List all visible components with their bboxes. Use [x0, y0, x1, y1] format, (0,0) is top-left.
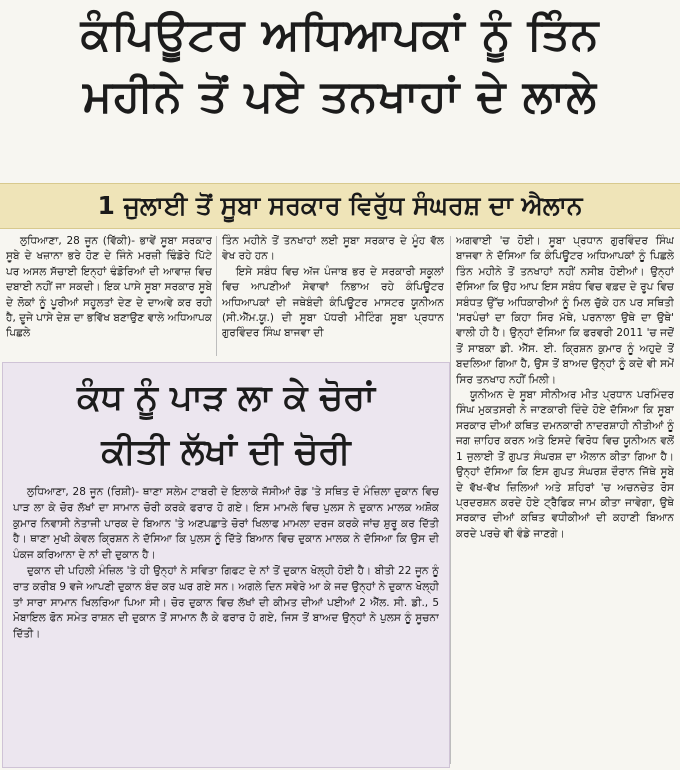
article-paragraph: ਯੂਨੀਅਨ ਦੇ ਸੂਬਾ ਸੀਨੀਅਰ ਮੀਤ ਪ੍ਰਧਾਨ ਪਰਮਿੰਦਰ ਸਿੰਘ ਮੁਕਤਸਰੀ ਨੇ ਜਾਣਕਾਰੀ ਦਿੰਦੇ ਹੋਏ ਦੱਸਿਆ ਕਿ ਸੂਬਾ ਸਰਕਾਰ ਦੀਆਂ ਕਥਿਤ ਦਮਨਕਾਰੀ ਨਾਦਰਸ਼ਾਹੀ ਨੀਤੀਆਂ ਨੂੰ ਜਗ ਜ਼ਾਹਿਰ ਕਰਨ ਅਤੇ ਇਸਦੇ ਵਿਰੋਧ ਵਿਚ ਯੂਨੀਅਨ ਵਲੋਂ 1 ਜੁਲਾਈ ਤੋਂ ਗੁਪਤ ਸੰਘਰਸ਼ ਦਾ ਐਲਾਨ ਕੀਤਾ ਗਿਆ ਹੈ। ਉਨ੍ਹਾਂ ਦੱਸਿਆ ਕਿ ਇਸ ਗੁਪਤ ਸੰਘਰਸ਼ ਦੌਰਾਨ ਜਿੱਥੇ ਸੂਬੇ ਦੇ ਵੱਖ-ਵੱਖ ਜ਼ਿਲਿਆਂ ਅਤੇ ਸ਼ਹਿਰਾਂ 'ਚ ਅਚਨਚੇਤ ਰੋਸ ਪ੍ਰਦਰਸ਼ਨ ਕਰਦੇ ਹੋਏ ਟ੍ਰੈਫਿਕ ਜਾਮ ਕੀਤਾ ਜਾਵੇਗਾ, ਉਥੇ ਸਰਕਾਰ ਦੀਆਂ ਕਥਿਤ ਵਧੀਕੀਆਂ ਦੀ ਕਹਾਣੀ ਬਿਆਨ ਕਰਦੇ ਪਰਚੇ ਵੀ ਵੰਡੇ ਜਾਣਗੇ। — [456, 389, 674, 540]
article-paragraph: ਇਸੇ ਸਬੰਧ ਵਿਚ ਅੱਜ ਪੰਜਾਬ ਭਰ ਦੇ ਸਰਕਾਰੀ ਸਕੂਲਾਂ ਵਿਚ ਆਪਣੀਆਂ ਸੇਵਾਵਾਂ ਨਿਭਾਅ ਰਹੇ ਕੰਪਿਊਟਰ ਅਧਿਆਪਕਾਂ ਦੀ ਜਥੇਬੰਦੀ ਕੰਪਿਊਟਰ ਮਾਸਟਰ ਯੂਨੀਅਨ (ਸੀ.ਐੱਮ.ਯੂ.) ਦੀ ਸੂਬਾ ਪੱਧਰੀ ਮੀਟਿੰਗ ਸੂਬਾ ਪ੍ਰਧਾਨ ਗੁਰਵਿੰਦਰ ਸਿੰਘ ਬਾਜਵਾ ਦੀ — [222, 265, 444, 340]
box-headline — [3, 371, 449, 479]
main-headline — [0, 4, 680, 128]
article-column-3 — [456, 234, 674, 764]
box-headline-line-1: ਕੰਧ ਨੂੰ ਪਾੜ ਲਾ ਕੇ ਚੋਰਾਂ — [77, 378, 375, 418]
box-paragraph: ਲੁਧਿਆਣਾ, 28 ਜੂਨ (ਰਿਸ਼ੀ)- ਥਾਣਾ ਸਲੇਮ ਟਾਬਰੀ ਦੇ ਇਲਾਕੇ ਜੱਸੀਆਂ ਰੋਡ 'ਤੇ ਸਥਿਤ ਦੋ ਮੰਜ਼ਿਲਾ ਦੁਕਾਨ ਵਿਚ ਪਾੜ ਲਾ ਕੇ ਚੋਰ ਲੱਖਾਂ ਦਾ ਸਾਮਾਨ ਚੋਰੀ ਕਰਕੇ ਫਰਾਰ ਹੋ ਗਏ। ਇਸ ਮਾਮਲੇ ਵਿਚ ਪੁਲਸ ਨੇ ਦੁਕਾਨ ਮਾਲਕ ਅਸ਼ੋਕ ਕੁਮਾਰ ਨਿਵਾਸੀ ਨੇਤਾਜੀ ਪਾਰਕ ਦੇ ਬਿਆਨ 'ਤੇ ਅਣਪਛਾਤੇ ਚੋਰਾਂ ਖਿਲਾਫ ਮਾਮਲਾ ਦਰਜ ਕਰਕੇ ਜਾਂਚ ਸ਼ੁਰੂ ਕਰ ਦਿੱਤੀ ਹੈ। ਥਾਣਾ ਮੁਖੀ ਕੇਵਲ ਕ੍ਰਿਸ਼ਨ ਨੇ ਦੱਸਿਆ ਕਿ ਪੁਲਸ ਨੂੰ ਦਿੱਤੇ ਬਿਆਨ ਵਿਚ ਦੁਕਾਨ ਮਾਲਕ ਨੇ ਦੱਸਿਆ ਕਿ ਉਸ ਦੀ ਪੰਕਜ ਕਰਿਆਨਾ ਦੇ ਨਾਂ ਦੀ ਦੁਕਾਨ ਹੈ। — [13, 486, 439, 562]
article-paragraph: ਲੁਧਿਆਣਾ, 28 ਜੂਨ (ਵਿੱਕੀ)- ਭਾਵੇਂ ਸੂਬਾ ਸਰਕਾਰ ਸੂਬੇ ਦੇ ਖਜ਼ਾਨਾ ਭਰੇ ਹੋਣ ਦੇ ਜਿੰਨੇ ਮਰਜ਼ੀ ਢਿੰਡੋਰੇ ਪਿੱਟੇ ਪਰ ਅਸਲ ਸੱਚਾਈ ਇਨ੍ਹਾਂ ਢੰਡੋਰਿਆਂ ਦੀ ਆਵਾਜ਼ ਵਿਚ ਦਬਾਈ ਨਹੀਂ ਜਾ ਸਕਦੀ। ਇਕ ਪਾਸੇ ਸੂਬਾ ਸਰਕਾਰ ਸੂਬੇ ਦੇ ਲੋਕਾਂ ਨੂੰ ਪੂਰੀਆਂ ਸਹੂਲਤਾਂ ਦੇਣ ਦੇ ਦਾਅਵੇ ਕਰ ਰਹੀ ਹੈ, ਦੂਜੇ ਪਾਸੇ ਦੇਸ਼ ਦਾ ਭਵਿੱਖ ਬਣਾਉਣ ਵਾਲੇ ਅਧਿਆਪਕ ਪਿਛਲੇ — [6, 235, 212, 340]
column-divider — [450, 236, 451, 764]
headline-line-1: ਕੰਪਿਊਟਰ ਅਧਿਆਪਕਾਂ ਨੂੰ ਤਿੰਨ — [80, 9, 600, 60]
subheadline-banner: 1 ਜੁਲਾਈ ਤੋਂ ਸੂਬਾ ਸਰਕਾਰ ਵਿਰੁੱਧ ਸੰਘਰਸ਼ ਦਾ ਐਲਾਨ — [0, 183, 680, 229]
article-column-2 — [222, 234, 444, 358]
article-column-1 — [6, 234, 212, 358]
box-headline-line-2: ਕੀਤੀ ਲੱਖਾਂ ਦੀ ਚੋਰੀ — [101, 432, 351, 472]
headline-line-2: ਮਹੀਨੇ ਤੋਂ ਪਏ ਤਨਖਾਹਾਂ ਦੇ ਲਾਲੇ — [83, 71, 597, 122]
column-divider — [216, 236, 217, 356]
box-article-body — [13, 485, 439, 761]
article-paragraph: ਅਗਵਾਈ 'ਚ ਹੋਈ। ਸੂਬਾ ਪ੍ਰਧਾਨ ਗੁਰਵਿੰਦਰ ਸਿੰਘ ਬਾਜਵਾ ਨੇ ਦੱਸਿਆ ਕਿ ਕੰਪਿਊਟਰ ਅਧਿਆਪਕਾਂ ਨੂੰ ਪਿਛਲੇ ਤਿੰਨ ਮਹੀਨੇ ਤੋਂ ਤਨਖਾਹਾਂ ਨਹੀਂ ਨਸੀਬ ਹੋਈਆਂ। ਉਨ੍ਹਾਂ ਦੱਸਿਆ ਕਿ ਉਹ ਆਪ ਇਸ ਸਬੰਧ ਵਿਚ ਵਫ਼ਦ ਦੇ ਰੂਪ ਵਿਚ ਸਬੰਧਤ ਉੱਚ ਅਧਿਕਾਰੀਆਂ ਨੂੰ ਮਿਲ ਚੁੱਕੇ ਹਨ ਪਰ ਸਥਿਤੀ 'ਸਰਪੰਚਾਂ ਦਾ ਕਿਹਾ ਸਿਰ ਮੱਥੇ, ਪਰਨਾਲਾ ਉਥੇ ਦਾ ਉਥੇ' ਵਾਲੀ ਹੀ ਹੈ। ਉਨ੍ਹਾਂ ਦੱਸਿਆ ਕਿ ਫਰਵਰੀ 2011 'ਚ ਜਦੋਂ ਤੋਂ ਸਾਬਕਾ ਡੀ. ਐੱਸ. ਈ. ਕ੍ਰਿਸ਼ਨ ਕੁਮਾਰ ਨੂੰ ਅਹੁਦੇ ਤੋਂ ਬਦਲਿਆ ਗਿਆ ਹੈ, ਉਸ ਤੋਂ ਬਾਅਦ ਉਨ੍ਹਾਂ ਨੂੰ ਕਦੇ ਵੀ ਸਮੇਂ ਸਿਰ ਤਨਖਾਹ ਨਹੀਂ ਮਿਲੀ। — [456, 235, 674, 386]
box-paragraph: ਦੁਕਾਨ ਦੀ ਪਹਿਲੀ ਮੰਜ਼ਿਲ 'ਤੇ ਹੀ ਉਨ੍ਹਾਂ ਨੇ ਸਵਿਤਾ ਗਿਫਟ ਦੇ ਨਾਂ ਤੋਂ ਦੁਕਾਨ ਖੋਲ੍ਹੀ ਹੋਈ ਹੈ। ਬੀਤੀ 22 ਜੂਨ ਨੂੰ ਰਾਤ ਕਰੀਬ 9 ਵਜੇ ਆਪਣੀ ਦੁਕਾਨ ਬੰਦ ਕਰ ਘਰ ਗਏ ਸਨ। ਅਗਲੇ ਦਿਨ ਸਵੇਰੇ ਆ ਕੇ ਜਦ ਉਨ੍ਹਾਂ ਨੇ ਦੁਕਾਨ ਖੋਲ੍ਹੀ ਤਾਂ ਸਾਰਾ ਸਾਮਾਨ ਖਿਲਰਿਆ ਪਿਆ ਸੀ। ਚੋਰ ਦੁਕਾਨ ਵਿਚ ਲੱਖਾਂ ਦੀ ਕੀਮਤ ਦੀਆਂ ਪਈਆਂ 2 ਐੱਲ. ਸੀ. ਡੀ., 5 ਮੋਬਾਇਲ ਫੋਨ ਸਮੇਤ ਰਾਸ਼ਨ ਦੀ ਦੁਕਾਨ ਤੋਂ ਸਾਮਾਨ ਲੈ ਕੇ ਫਰਾਰ ਹੋ ਗਏ, ਜਿਸ ਤੋਂ ਬਾਅਦ ਉਨ੍ਹਾਂ ਨੇ ਪੁਲਸ ਨੂੰ ਸੂਚਨਾ ਦਿੱਤੀ। — [13, 564, 439, 641]
article-paragraph: ਤਿੰਨ ਮਹੀਨੇ ਤੋਂ ਤਨਖਾਹਾਂ ਲਈ ਸੂਬਾ ਸਰਕਾਰ ਦੇ ਮੂੰਹ ਵੱਲ ਵੇਖ ਰਹੇ ਹਨ। — [222, 235, 444, 263]
theft-news-box — [2, 362, 450, 768]
